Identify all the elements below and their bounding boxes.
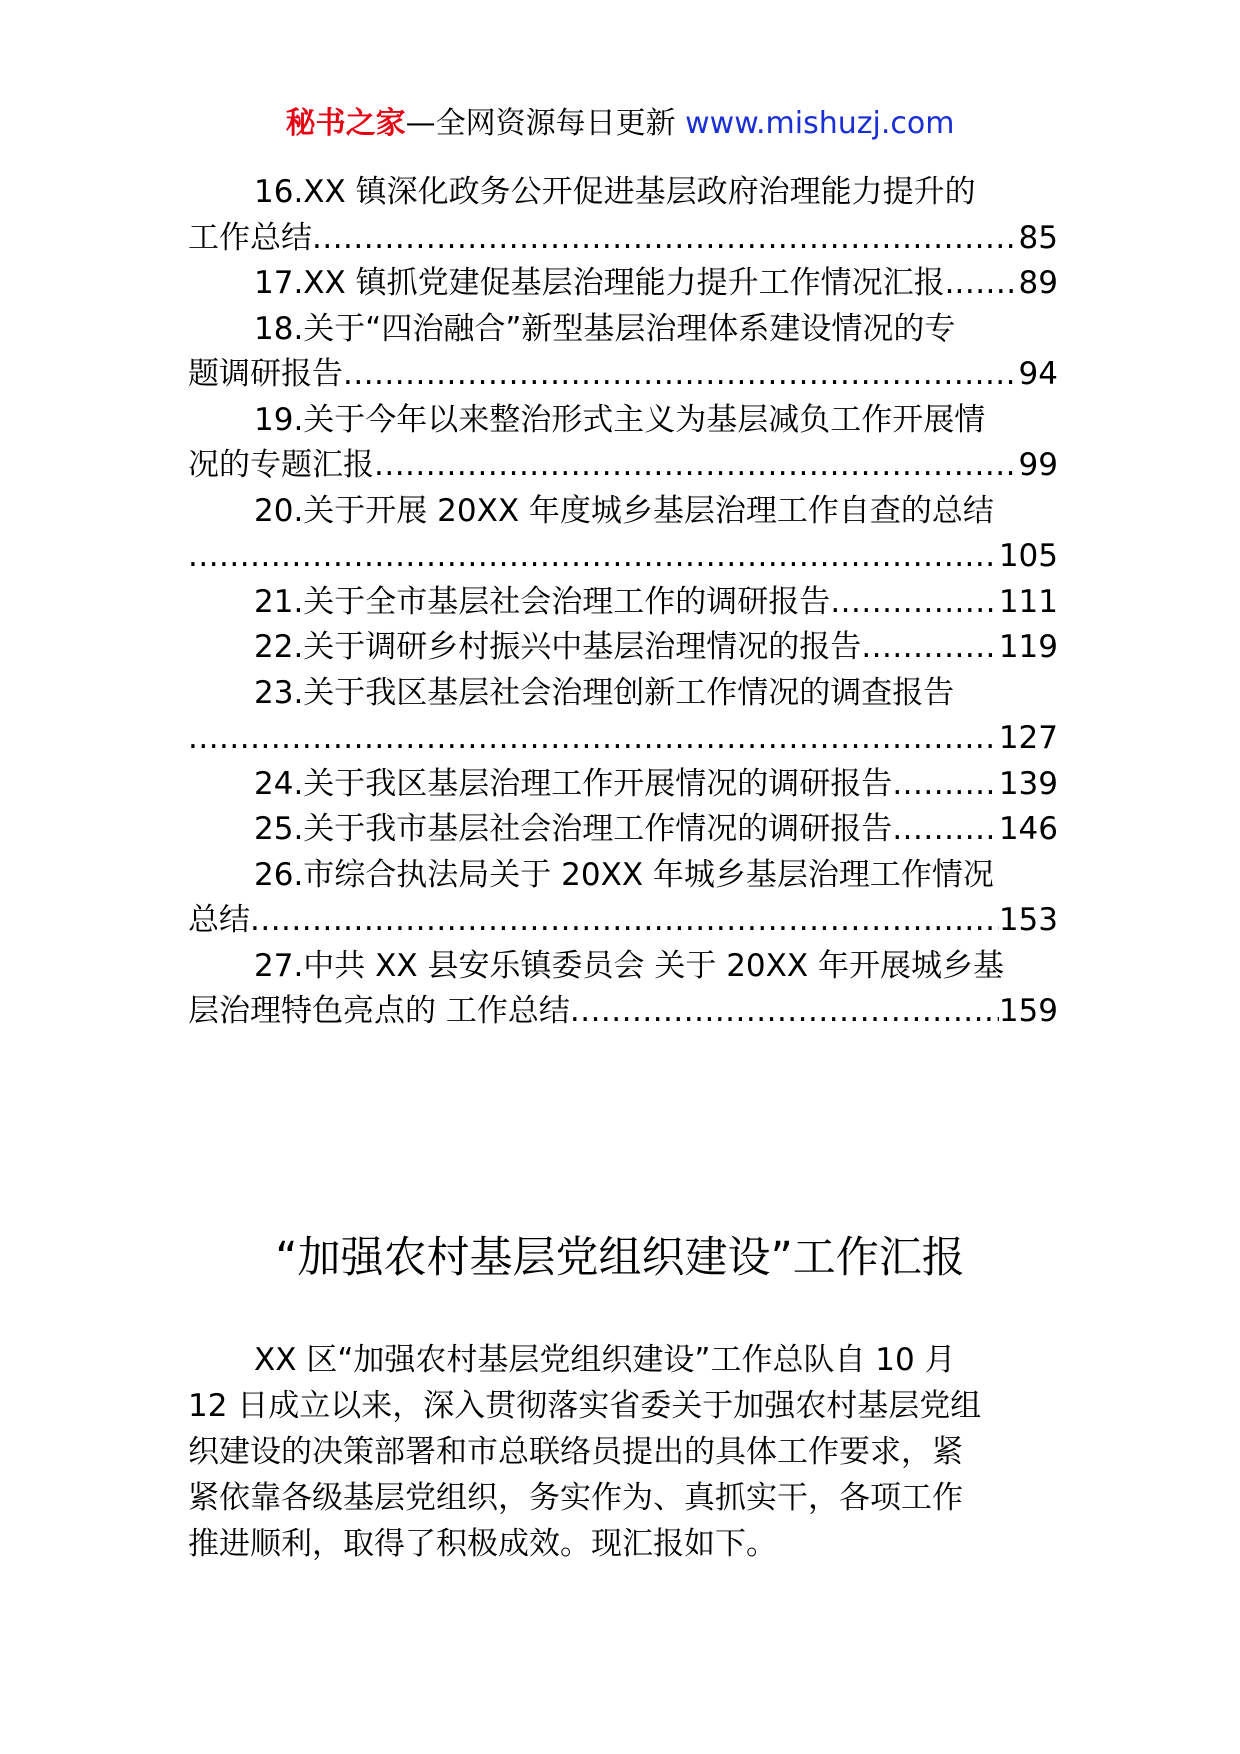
toc-entry[interactable] <box>188 261 1058 307</box>
toc-entry-title: 20.关于开展 20XX 年度城乡基层治理工作自查的总结 <box>254 492 994 529</box>
toc-entry[interactable] <box>188 307 1058 398</box>
toc-leader-dots <box>374 443 1019 489</box>
paragraph-line: 12 日成立以来，深入贯彻落实省委关于加强农村基层党组 <box>188 1388 982 1424</box>
toc-entry[interactable] <box>188 762 1058 808</box>
toc-leader-dots <box>892 807 999 853</box>
toc-entry-title-cont: 工作总结 <box>188 219 312 256</box>
toc-page-number: 153 <box>998 902 1058 938</box>
toc-leader-dots <box>892 762 999 808</box>
toc-entry-title: 23.关于我区基层社会治理创新工作情况的调查报告 <box>254 674 955 711</box>
toc-entry[interactable] <box>188 489 1058 580</box>
toc-page-number: 159 <box>998 993 1058 1029</box>
toc-entry-title: 16.XX 镇深化政务公开促进基层政府治理能力提升的 <box>254 174 976 210</box>
toc-entry[interactable] <box>188 625 1058 671</box>
paragraph-line: 紧依靠各级基层党组织，务实作为、真抓实干，各项工作 <box>188 1480 963 1516</box>
table-of-contents <box>188 170 1058 1035</box>
toc-leader-dots <box>830 580 999 626</box>
toc-page-number: 139 <box>998 765 1058 802</box>
toc-entry[interactable] <box>188 671 1058 762</box>
toc-page-number: 99 <box>1018 447 1058 483</box>
toc-entry-title: 18.关于“四治融合”新型基层治理体系建设情况的专 <box>254 310 956 347</box>
toc-entry[interactable] <box>188 398 1058 489</box>
toc-entry-title-cont: 题调研报告 <box>188 356 343 392</box>
toc-entry[interactable] <box>188 807 1058 853</box>
toc-leader-dots <box>188 534 999 580</box>
toc-page-number: 89 <box>1018 265 1058 301</box>
toc-leader-dots <box>861 625 999 671</box>
paragraph-line: 推进顺利，取得了积极成效。现汇报如下。 <box>188 1526 777 1562</box>
toc-page-number: 119 <box>998 629 1058 665</box>
site-header <box>0 104 1240 144</box>
paragraph-line: XX 区“加强农村基层党组织建设”工作总队自 10 月 <box>254 1342 956 1378</box>
toc-entry-title: 17.XX 镇抓党建促基层治理能力提升工作情况汇报. <box>254 265 955 301</box>
toc-entry[interactable] <box>188 853 1058 944</box>
toc-leader-dots <box>188 716 999 762</box>
toc-entry-title: 26.市综合执法局关于 20XX 年城乡基层治理工作情况 <box>254 856 994 893</box>
toc-entry-title-cont: 况的专题汇报 <box>188 447 374 483</box>
paragraph-line: 织建设的决策部署和市总联络员提出的具体工作要求，紧 <box>188 1434 963 1470</box>
site-url: www.mishuzj.com <box>685 106 955 141</box>
toc-leader-dots <box>954 261 1018 307</box>
header-tagline: —全网资源每日更新 <box>405 106 676 141</box>
toc-page-number: 94 <box>1018 356 1058 392</box>
toc-entry-title: 21.关于全市基层社会治理工作的调研报告 <box>254 583 831 620</box>
toc-leader-dots <box>312 216 1019 262</box>
toc-entry-title-cont: 层治理特色亮点的 工作总结 <box>188 993 570 1029</box>
toc-page-number: 85 <box>1018 219 1058 256</box>
article-paragraph <box>188 1337 1058 1567</box>
toc-entry[interactable] <box>188 170 1058 261</box>
toc-page-number: 146 <box>998 811 1058 847</box>
toc-entry[interactable] <box>188 580 1058 626</box>
toc-leader-dots <box>570 989 999 1035</box>
brand-name: 秘书之家 <box>285 106 406 141</box>
toc-page-number: 127 <box>998 720 1058 756</box>
toc-page-number: 111 <box>998 583 1058 620</box>
toc-leader-dots <box>250 898 999 944</box>
toc-entry-title: 19.关于今年以来整治形式主义为基层减负工作开展情 <box>254 401 986 438</box>
toc-entry-title: 24.关于我区基层治理工作开展情况的调研报告 <box>254 765 893 802</box>
toc-entry-title: 27.中共 XX 县安乐镇委员会 关于 20XX 年开展城乡基 <box>254 947 1004 984</box>
toc-entry-title: 25.关于我市基层社会治理工作情况的调研报告 <box>254 811 893 847</box>
toc-page-number: 105 <box>998 538 1058 574</box>
toc-entry-title-cont: 总结 <box>188 902 250 938</box>
article-title: “加强农村基层党组织建设”工作汇报 <box>275 1233 965 1283</box>
toc-entry-title: 22.关于调研乡村振兴中基层治理情况的报告 <box>254 629 862 665</box>
toc-entry[interactable] <box>188 944 1058 1035</box>
toc-leader-dots <box>343 352 1019 398</box>
